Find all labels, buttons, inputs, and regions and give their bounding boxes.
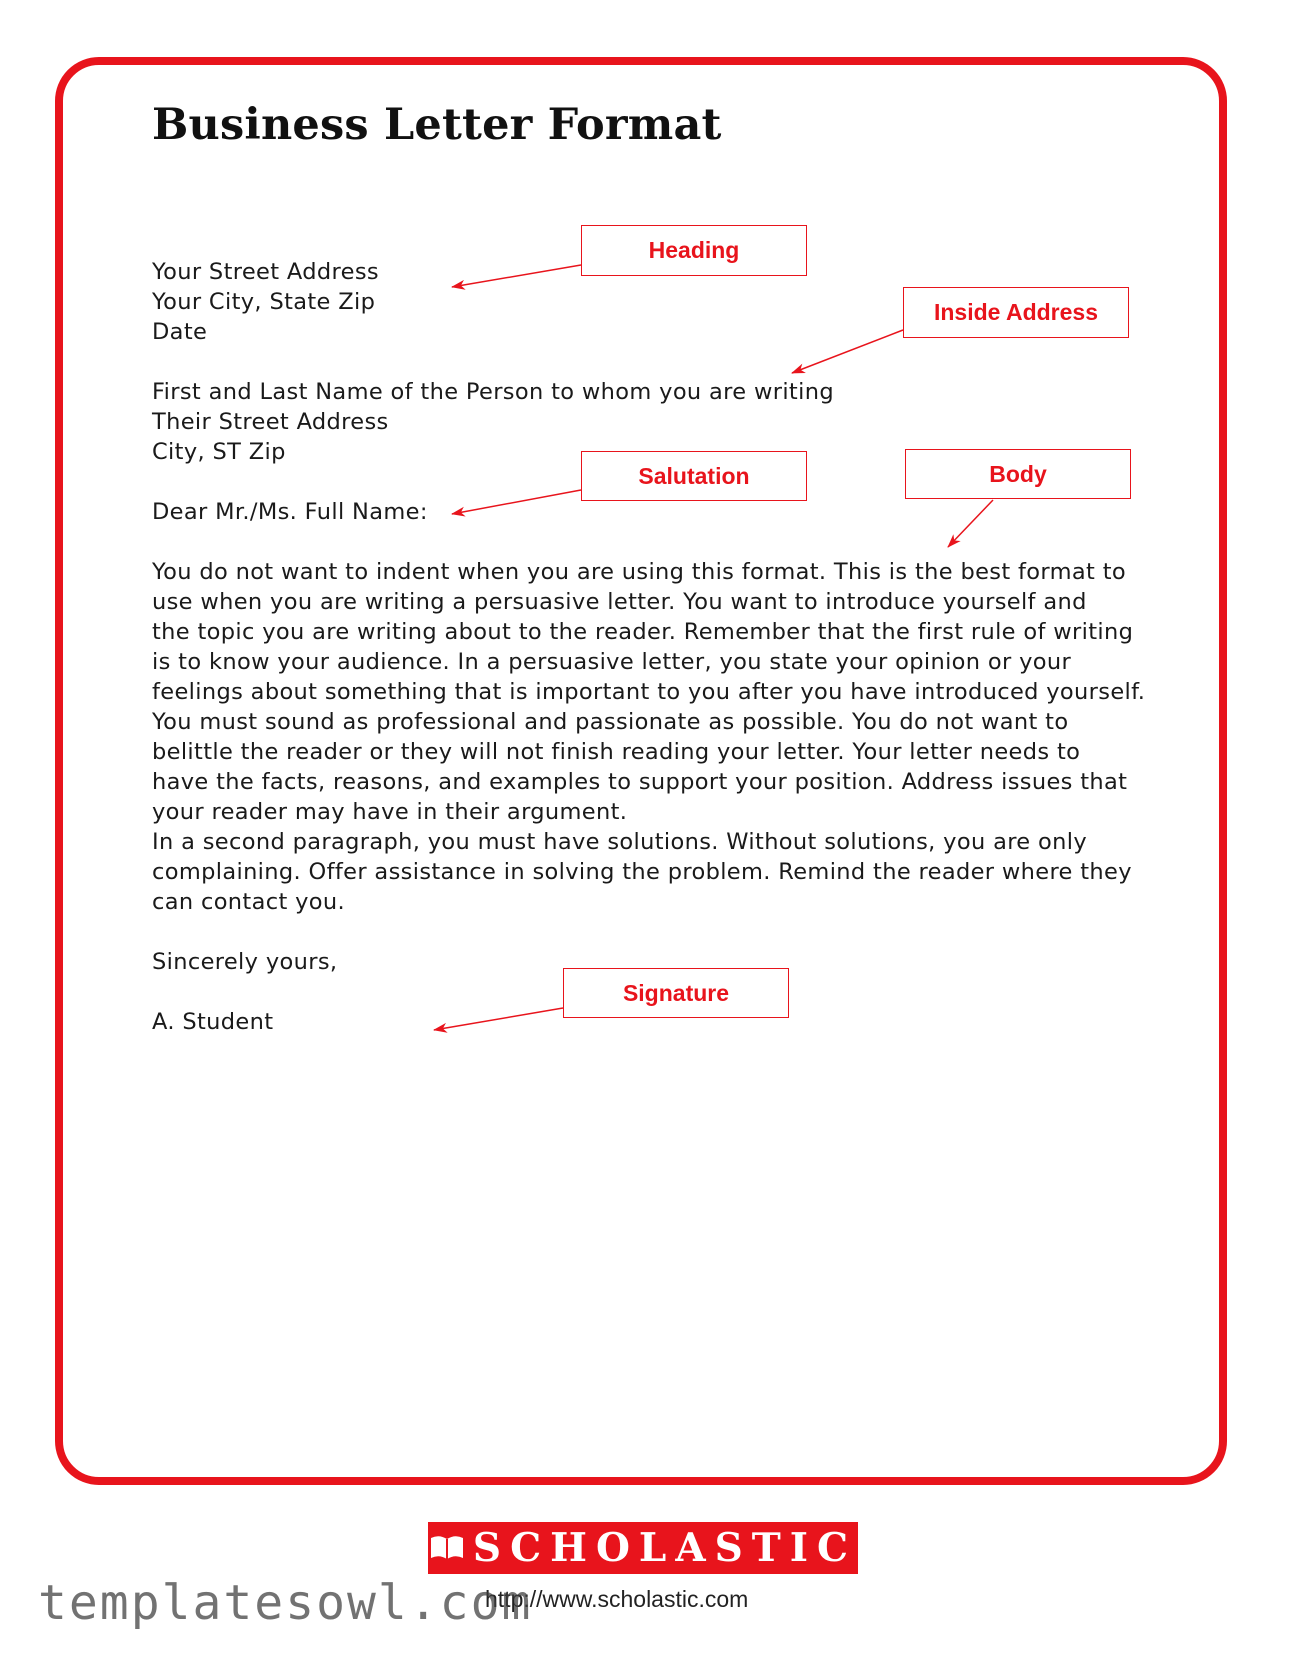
heading-arrow — [452, 265, 581, 287]
inside-address-street: Their Street Address — [152, 409, 389, 435]
body-label: Body — [905, 449, 1131, 499]
closing-text: Sincerely yours, — [152, 949, 338, 975]
body-line: can contact you. — [152, 889, 346, 915]
salutation-arrow — [452, 490, 581, 514]
body-line: You do not want to indent when you are using this format. This is the best format to — [152, 559, 1126, 585]
body-arrow — [948, 500, 993, 547]
body-line: feelings about something that is important to you after you have introduced yourself. — [152, 679, 1146, 705]
watermark: templatesowl.com — [38, 1575, 533, 1631]
body-line: the topic you are writing about to the reader. Remember that the first rule of writing — [152, 619, 1134, 645]
heading-city: Your City, State Zip — [152, 289, 376, 315]
inside-address-city: City, ST Zip — [152, 439, 286, 465]
signature-text: A. Student — [152, 1009, 274, 1035]
book-icon — [429, 1534, 465, 1562]
signature-arrow — [434, 1008, 563, 1030]
heading-street: Your Street Address — [152, 259, 379, 285]
body-line: have the facts, reasons, and examples to support your position. Address issues that — [152, 769, 1128, 795]
body-line: You must sound as professional and passionate as possible. You do not want to — [152, 709, 1069, 735]
page-title: Business Letter Format — [152, 100, 722, 150]
inside-address-label: Inside Address — [903, 287, 1129, 338]
body-line: is to know your audience. In a persuasive letter, you state your opinion or your — [152, 649, 1072, 675]
inside-address-name: First and Last Name of the Person to whom you are writing — [152, 379, 834, 405]
body-line: your reader may have in their argument. — [152, 799, 628, 825]
heading-date: Date — [152, 319, 208, 345]
scholastic-logo — [428, 1522, 858, 1574]
heading-label: Heading — [581, 225, 807, 276]
body-line: use when you are writing a persuasive letter. You want to introduce yourself and — [152, 589, 1087, 615]
salutation-text: Dear Mr./Ms. Full Name: — [152, 499, 428, 525]
inside-address-arrow — [792, 330, 903, 373]
body-line: belittle the reader or they will not finish reading your letter. Your letter needs to — [152, 739, 1081, 765]
body-line: In a second paragraph, you must have solutions. Without solutions, you are only — [152, 829, 1087, 855]
salutation-label: Salutation — [581, 451, 807, 501]
footer-url[interactable]: http://www.scholastic.com — [485, 1586, 749, 1612]
body-line: complaining. Offer assistance in solving the problem. Remind the reader where they — [152, 859, 1132, 885]
brand-name: SCHOLASTIC — [472, 1525, 858, 1571]
signature-label: Signature — [563, 968, 789, 1018]
